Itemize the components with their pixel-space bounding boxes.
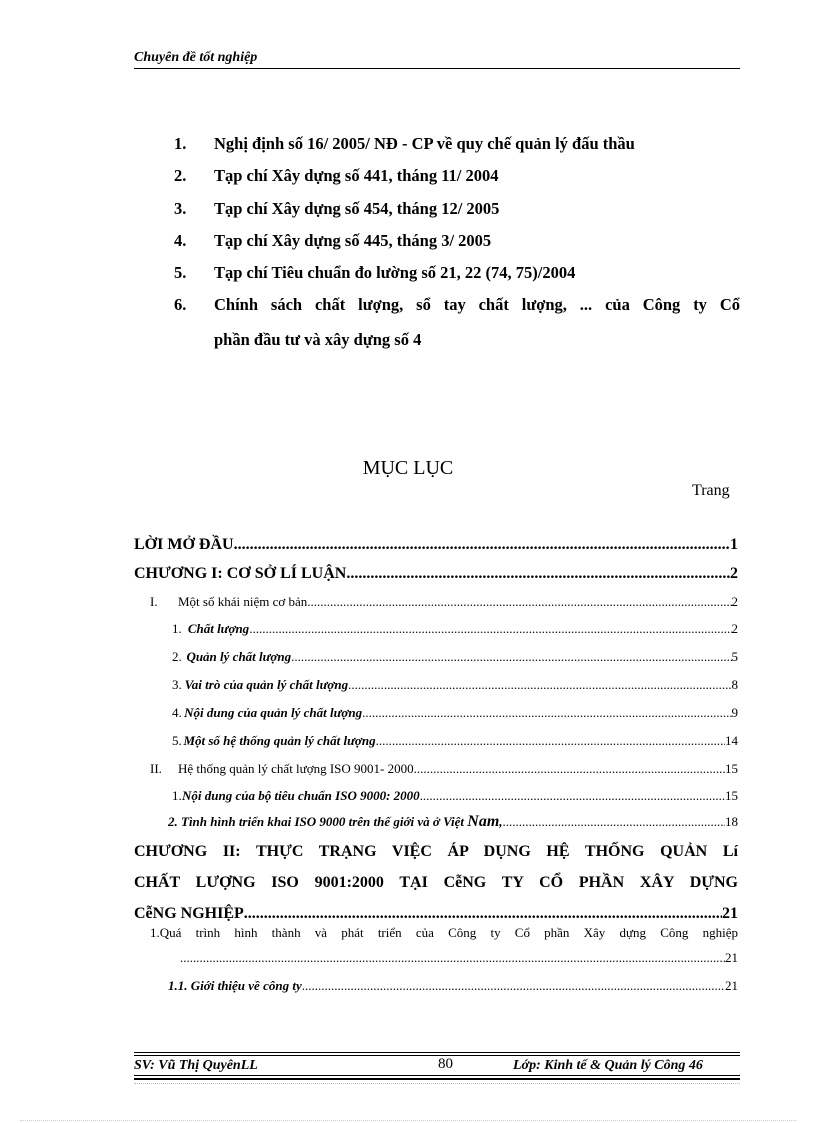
reference-text: Tạp chí Xây dựng số 445, tháng 3/ 2005 [214, 231, 492, 250]
toc-entry-text: Vai trò của quản lý chất lượng [184, 677, 349, 692]
toc-entry-text: Một số hệ thống quản lý chất lượng [183, 733, 376, 748]
toc-leader-dots [420, 788, 725, 804]
toc-entry-page: 9 [731, 705, 738, 720]
toc-entry-number: 5. [172, 733, 182, 748]
reference-number: 1. [174, 134, 187, 153]
reference-item [174, 199, 499, 219]
reference-number: 5. [174, 263, 187, 282]
reference-number: 2. [174, 166, 187, 185]
toc-entry-page: 21 [725, 978, 738, 993]
toc-entry-page: 2 [730, 565, 738, 582]
toc-entry [172, 649, 738, 665]
toc-entry-page: 21 [722, 905, 738, 922]
toc-entry-number: II. [150, 761, 162, 776]
toc-entry [168, 813, 738, 831]
toc-entry [168, 978, 738, 994]
toc-entry-text: Một số khái niệm cơ bản [178, 594, 308, 609]
toc-leader-dots [234, 536, 730, 554]
toc-entry-text: 1.Quá trình hình thành và phát triển của Công ty Cổ phần Xây dựng Công nghiệp [150, 925, 738, 940]
toc-leader-dots [346, 565, 730, 583]
toc-entry-number: 1. [172, 621, 182, 636]
reference-text-continued: phần đầu tư và xây dựng số 4 [214, 330, 422, 349]
toc-entry-text-main: 2. Tình hình triển khai ISO 9000 trên thế giới và ở Việt [168, 814, 465, 829]
toc-entry-page: 1 [730, 536, 738, 553]
reference-text: Tạp chí Tiêu chuẩn đo lường số 21, 22 (74, 75)/2004 [214, 263, 576, 282]
toc-entry-number: 4. [172, 705, 182, 720]
toc-entry [172, 705, 738, 721]
toc-leader-dots [503, 814, 725, 830]
reference-number: 6. [174, 295, 187, 314]
toc-leader-dots [180, 950, 725, 966]
toc-entry-page: 21 [725, 950, 738, 965]
reference-item [174, 166, 499, 186]
toc-entry-text: CHƯƠNG I: CƠ SỞ LÍ LUẬN [134, 565, 347, 582]
reference-number: 3. [174, 199, 187, 218]
reference-text: Tạp chí Xây dựng số 441, tháng 11/ 2004 [214, 166, 499, 185]
footer-rule-thick [134, 1078, 740, 1080]
toc-entry-page: 15 [725, 761, 738, 776]
toc-leader-dots [362, 705, 731, 721]
toc-leader-dots [348, 677, 731, 693]
toc-entry [172, 733, 738, 749]
toc-entry [150, 761, 738, 777]
toc-entry-text-tail: , [499, 814, 503, 829]
toc-page-label: Trang [692, 482, 730, 499]
toc-entry-number: 3. [172, 677, 182, 692]
toc-leader-dots [376, 733, 725, 749]
reference-text: Tạp chí Xây dựng số 454, tháng 12/ 2005 [214, 199, 500, 218]
toc-entry-text: Nội dung của quản lý chất lượng [184, 705, 363, 720]
toc-entry [172, 788, 738, 804]
toc-entry-text [168, 813, 503, 831]
toc-entry-text: CHƯƠNG II: THỰC TRẠNG VIỆC ÁP DỤNG HỆ THỐNG QUẢN Lí [134, 843, 738, 860]
header-rule [134, 68, 740, 69]
toc-entry [150, 594, 738, 610]
toc-entry-page: 5 [731, 649, 738, 664]
toc-entry [172, 621, 738, 637]
toc-entry-text-continued: CễNG NGHIỆP [134, 905, 244, 922]
toc-entry-number: 2. [172, 649, 182, 664]
toc-entry-text: Chất lượng [187, 621, 250, 636]
toc-entry-page: 15 [725, 788, 738, 803]
footer-student: SV: Vũ Thị QuyênLL [134, 1058, 258, 1073]
toc-entry [134, 536, 738, 554]
toc-entry-text-continued: CHẤT LƯỢNG ISO 9001:2000 TẠI CễNG TY CỔ PHẦN XÂY DỰNG [134, 874, 738, 891]
toc-entry [172, 677, 738, 693]
toc-entry-text: 1.1. Giới thiệu về công ty [168, 978, 302, 993]
toc-entry-text: LỜI MỞ ĐẦU [134, 536, 234, 553]
toc-leader-dots [307, 594, 731, 610]
toc-leader-dots [302, 978, 725, 994]
toc-entry-text-large: Nam [467, 813, 500, 830]
reference-text: Nghị định số 16/ 2005/ NĐ - CP về quy chế quản lý đấu thầu [214, 134, 635, 153]
footer-shadow-line [134, 1083, 740, 1084]
footer-page-number: 80 [438, 1056, 453, 1072]
toc-title: MỤC LỤC [362, 457, 454, 479]
toc-entry-number: 1. [172, 788, 182, 803]
reference-item [174, 231, 491, 251]
toc-entry-page: 2 [731, 594, 738, 609]
toc-entry-page: 14 [725, 733, 738, 748]
page-header-title: Chuyên đề tốt nghiệp [134, 50, 258, 65]
toc-entry-text: Quản lý chất lượng [186, 649, 292, 664]
toc-entry-text: Hệ thống quản lý chất lượng ISO 9001- 2000 [178, 761, 414, 776]
toc-entry-text: Nội dung của bộ tiêu chuẩn ISO 9000: 2000 [182, 788, 420, 803]
reference-item [174, 263, 575, 283]
footer-class: Lớp: Kinh tế & Quản lý Công 46 [513, 1058, 703, 1073]
footer-rule [134, 1055, 740, 1056]
reference-number: 4. [174, 231, 187, 250]
toc-entry [180, 950, 738, 966]
page-edge-line [20, 1120, 796, 1121]
footer-rule [134, 1052, 740, 1053]
toc-leader-dots [249, 621, 731, 637]
toc-entry-page: 2 [731, 621, 738, 636]
toc-leader-dots [414, 761, 725, 777]
toc-entry-number: I. [150, 594, 158, 609]
reference-text: Chính sách chất lượng, sổ tay chất lượng, ... của Công ty Cổ [214, 295, 740, 314]
toc-entry-chapter-2 [134, 836, 738, 929]
reference-item [174, 134, 635, 154]
footer-rule [134, 1075, 740, 1076]
toc-entry-page: 8 [731, 677, 738, 692]
toc-entry [134, 565, 738, 583]
toc-leader-dots [291, 649, 731, 665]
toc-entry-page: 18 [725, 814, 738, 829]
